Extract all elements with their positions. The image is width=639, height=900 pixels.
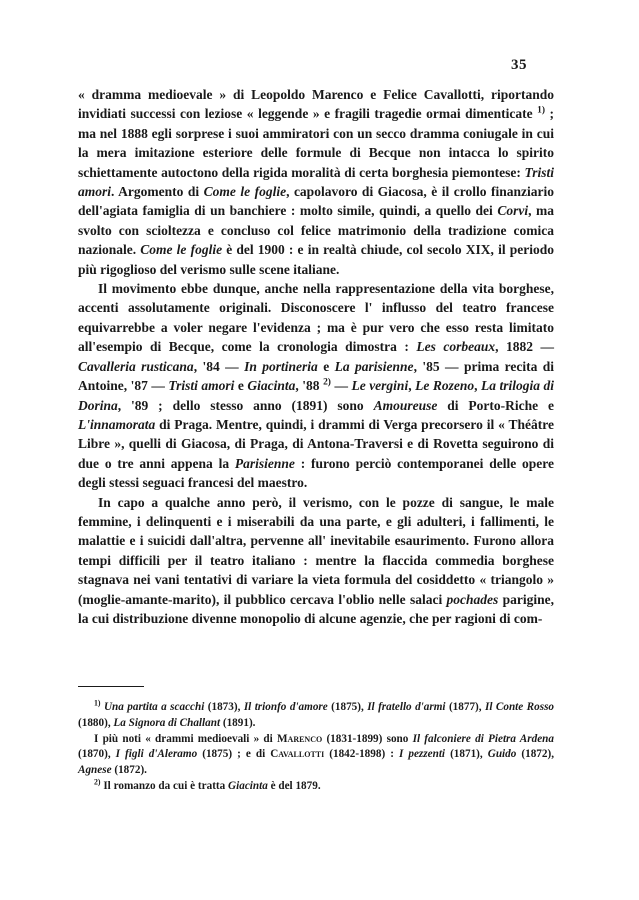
italic-text: L'innamorata: [78, 416, 156, 432]
text-run: è del 1900 : e in realtà chiude, col secolo XIX, il periodo più rigoglioso del verismo sulle scene italiane.: [78, 242, 554, 277]
text-run: I più noti « drammi medioevali » di: [94, 732, 277, 745]
footnote-marker: 2): [323, 377, 331, 388]
italic-text: Le Rozeno: [415, 378, 475, 394]
text-run: ,: [474, 378, 481, 394]
text-run: (1872),: [516, 748, 554, 761]
text-run: , '89 ; dello stesso anno (1891) sono: [117, 397, 374, 413]
text-run: Il romanzo da cui è tratta: [100, 779, 229, 792]
italic-text: Agnese: [78, 764, 112, 777]
italic-text: Tristi amori: [168, 378, 235, 394]
italic-text: In portineria: [244, 358, 318, 374]
footnote: [78, 732, 554, 779]
italic-text: Il falconiere di Pietra Ardena: [412, 732, 554, 745]
text-run: e: [234, 378, 248, 394]
text-run: (1880),: [78, 716, 114, 729]
italic-text: Tristi amori: [78, 164, 554, 200]
text-run: , '88: [295, 378, 324, 394]
text-run: (1831-1899) sono: [322, 732, 413, 745]
italic-text: La Signora di Challant: [113, 716, 221, 729]
italic-text: Parisienne: [234, 455, 295, 471]
footnote-marker: 1): [94, 698, 101, 708]
text-run: (1872).: [111, 764, 147, 777]
text-run: , capolavoro di Giacosa, è il crollo finanziario dell'agiata famiglia di un banchiere : molto simile, quindi, a quello dei: [78, 184, 554, 219]
text-run: Il movimento ebbe dunque, anche nella rappresentazione della vita borghese, accenti assolutamente originali. Disconoscere l' influsso del teatro francese equivarrebbe a voler negare l'evidenza ; ma è pur vero che esso resta limitato all'esempio di Becque, come la cronologia dimostra :: [78, 281, 554, 355]
italic-text: pochades: [446, 591, 499, 607]
italic-text: Amoureuse: [373, 397, 438, 413]
italic-text: Una partita a scacchi: [103, 701, 205, 713]
italic-text: La parisienne: [334, 358, 414, 374]
italic-text: Il Conte Rosso: [485, 701, 555, 713]
text-run: di Praga. Mentre, quindi, i drammi di Verga precorsero il « Théâtre Libre », quelli di Giacosa, di Praga, di Antona-Traversi e di Rovetta seguirono di due o tre anni appena la: [78, 416, 554, 471]
text-run: di Porto-Riche e: [437, 397, 555, 413]
small-caps-text: Cavallotti: [270, 748, 325, 761]
small-caps-text: Marenco: [276, 732, 323, 745]
text-run: (1875),: [327, 701, 368, 713]
italic-text: I figli d'Aleramo: [115, 748, 198, 761]
footnotes: [78, 700, 554, 795]
italic-text: Come le foglie: [203, 184, 287, 200]
footnote-marker: 2): [94, 777, 101, 787]
text-run: (1842-1898) :: [324, 748, 399, 761]
footnote-marker: 1): [537, 105, 545, 116]
italic-text: Le vergini: [351, 378, 409, 394]
italic-text: I pezzenti: [398, 748, 446, 761]
text-run: parigine, la cui distribuzione divenne monopolio di alcune agenzie, che per ragioni di com-: [78, 591, 554, 626]
footnote-divider: [78, 686, 144, 687]
paragraph: [78, 85, 554, 279]
paragraph: [78, 279, 554, 492]
text-run: In capo a qualche anno però, il verismo, con le pozze di sangue, le male femmine, i delinquenti e i miserabili da una parte, e gli adulteri, i fallimenti, le malattie e i suicidi dall'altra, pervenne all' inevitabile esaurimento. Furono allora tempi difficili per il teatro italiano : mentre la flaccida commedia borghese stagnava nei vani tentativi di variare la vieta formula del cosiddetto « triangolo » (moglie-amante-marito), il pubblico cercava l'oblio nelle salaci: [78, 494, 554, 607]
italic-text: Les corbeaux: [416, 339, 496, 355]
text-run: . Argomento di: [111, 184, 204, 200]
paragraph: [78, 493, 554, 629]
text-run: , '85 — prima recita di Antoine, '87 —: [78, 358, 555, 394]
italic-text: Il trionfo d'amore: [243, 701, 328, 713]
page-number: 35: [511, 57, 527, 73]
text-run: (1871),: [445, 748, 488, 761]
text-run: ; ma nel 1888 egli sorprese i suoi ammiratori con un secco dramma coniugale in cui la mera imitazione esteriore delle formule di Becque non intacca lo spirito schiettamente autoctono della rigida moralità di certa borghesia piemontese:: [78, 106, 554, 180]
italic-text: Il fratello d'armi: [367, 701, 446, 713]
text-run: (1877),: [445, 701, 485, 713]
text-run: e: [317, 358, 335, 374]
text-run: , '84 —: [193, 358, 245, 374]
text-run: (1870),: [78, 748, 116, 761]
text-run: , ma svolto con scioltezza e concluso col felice matrimonio della tradizione comica nazionale.: [78, 203, 555, 258]
italic-text: Guido: [487, 748, 517, 761]
footnote: [78, 779, 554, 795]
text-run: (1875) ; e di: [197, 748, 271, 761]
italic-text: Giacinta: [228, 779, 268, 792]
text-run: , 1882 —: [495, 339, 554, 355]
italic-text: Cavalleria rusticana: [78, 358, 194, 374]
text-run: è del 1879.: [267, 779, 321, 792]
text-run: ,: [408, 378, 416, 394]
text-run: (1873),: [204, 701, 244, 713]
text-run: (1891).: [220, 716, 256, 729]
text-run: —: [330, 378, 352, 394]
italic-text: La trilogia di Dorina: [78, 378, 554, 413]
text-run: : furono perciò contemporanei delle opere degli stessi seguaci francesi del maestro.: [78, 455, 555, 491]
italic-text: Corvi: [497, 203, 529, 219]
text-run: « dramma medioevale » di Leopoldo Marenco e Felice Cavallotti, riportando invidiati successi con leziose « leggende » e fragili tragedie ormai dimenticate: [78, 87, 554, 122]
footnote: [78, 700, 554, 732]
body-text: [78, 85, 554, 628]
italic-text: Giacinta: [247, 378, 296, 394]
italic-text: Come le foglie: [140, 242, 223, 258]
